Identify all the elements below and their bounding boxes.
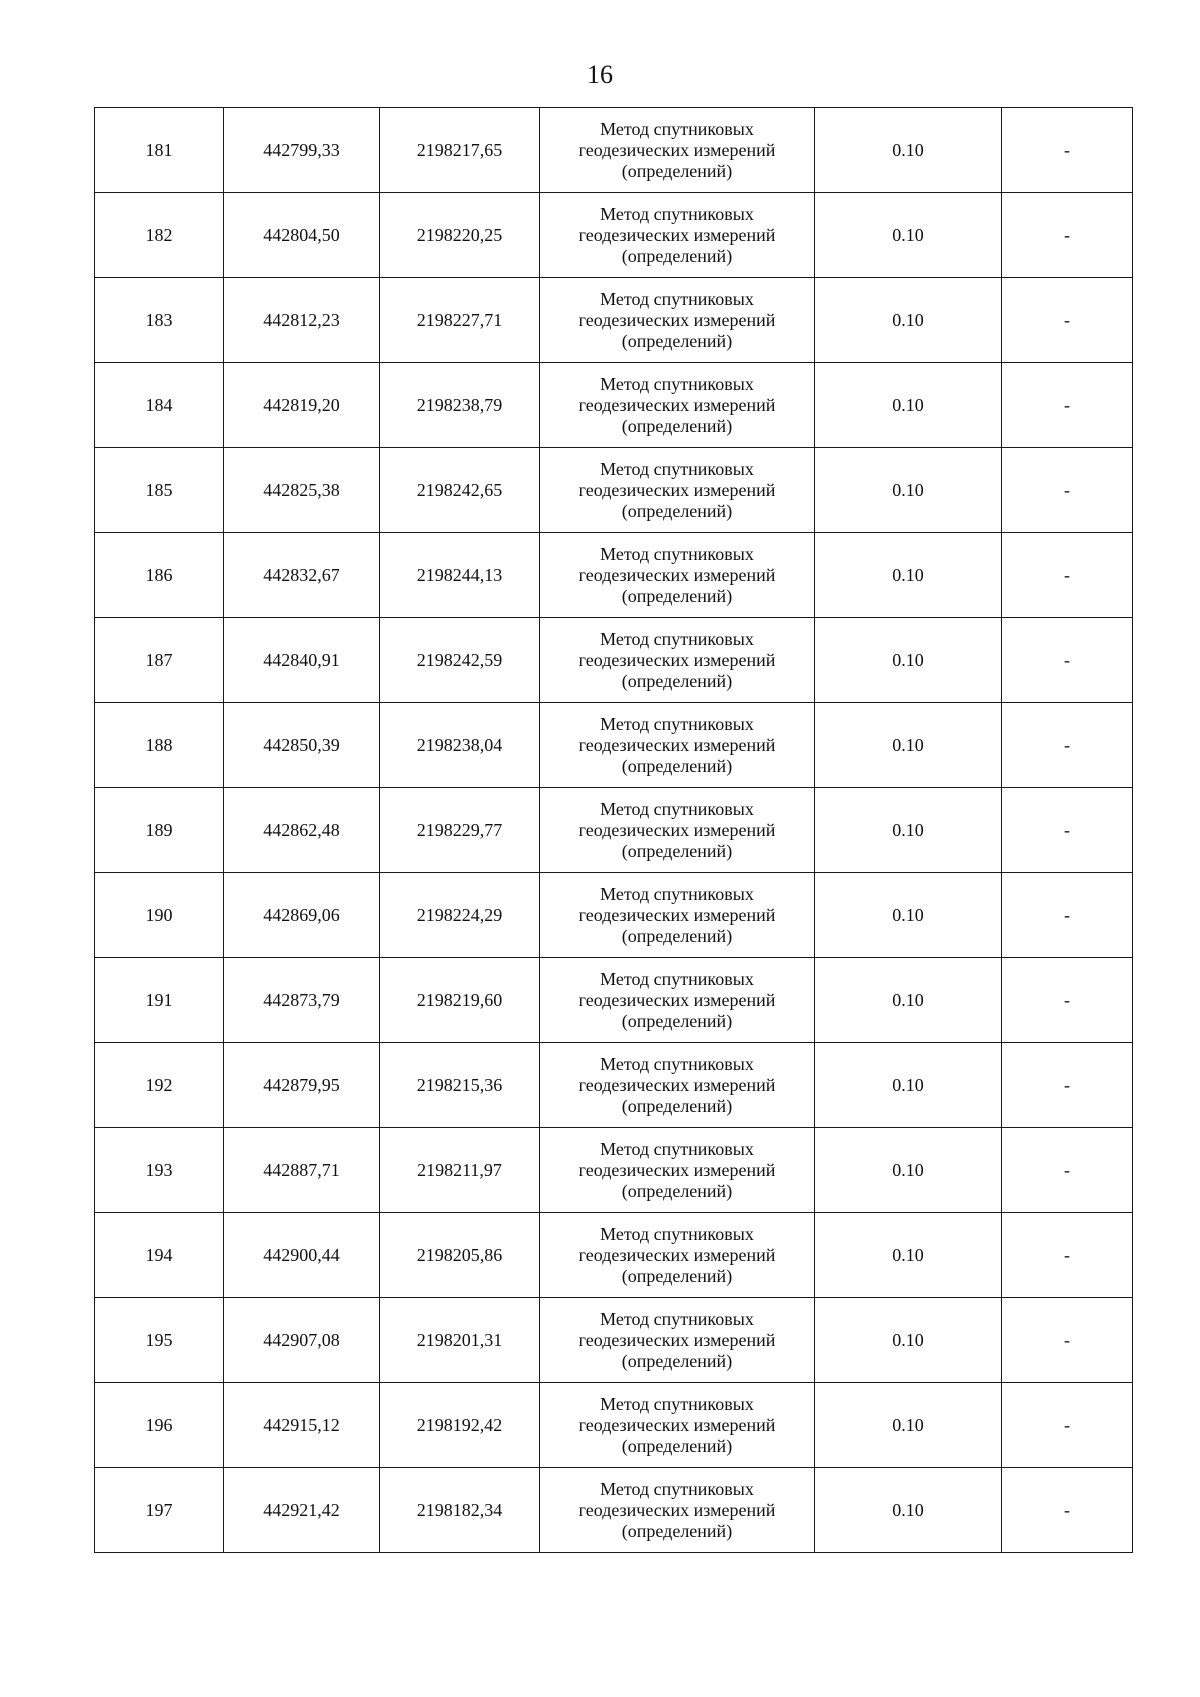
method-text-line: Метод спутниковых [600,118,754,139]
method-text-line: Метод спутниковых [600,883,754,904]
point-number-cell: 190 [95,873,224,958]
coordinates-table-body [95,108,1133,1553]
method-text-line: Метод спутниковых [600,1138,754,1159]
x-coordinate-cell: 442869,06 [224,873,380,958]
method-text-line: Метод спутниковых [600,288,754,309]
x-coordinate-cell: 442900,44 [224,1213,380,1298]
y-coordinate-cell: 2198242,59 [380,618,540,703]
x-coordinate-cell: 442887,71 [224,1128,380,1213]
note-cell: - [1002,958,1133,1043]
x-coordinate-cell: 442862,48 [224,788,380,873]
table-row [95,448,1133,533]
point-number-cell: 184 [95,363,224,448]
method-text-line: (определений) [621,1010,733,1031]
method-text-line: геодезических измерений [578,1329,776,1350]
method-text-line: геодезических измерений [578,1414,776,1435]
method-text-line: Метод спутниковых [600,713,754,734]
method-text-line: Метод спутниковых [600,798,754,819]
table-row [95,363,1133,448]
method-text-line: Метод спутниковых [600,1053,754,1074]
method-cell [540,788,815,873]
y-coordinate-cell: 2198217,65 [380,108,540,193]
accuracy-cell: 0.10 [815,1128,1002,1213]
y-coordinate-cell: 2198215,36 [380,1043,540,1128]
table-row [95,1298,1133,1383]
point-number-cell: 185 [95,448,224,533]
y-coordinate-cell: 2198205,86 [380,1213,540,1298]
table-row [95,1468,1133,1553]
method-text-line: (определений) [621,1435,733,1456]
method-cell [540,278,815,363]
y-coordinate-cell: 2198238,04 [380,703,540,788]
y-coordinate-cell: 2198182,34 [380,1468,540,1553]
table-row [95,1213,1133,1298]
note-cell: - [1002,1128,1133,1213]
method-text-line: Метод спутниковых [600,1478,754,1499]
point-number-cell: 192 [95,1043,224,1128]
y-coordinate-cell: 2198229,77 [380,788,540,873]
accuracy-cell: 0.10 [815,1043,1002,1128]
x-coordinate-cell: 442840,91 [224,618,380,703]
method-text-line: Метод спутниковых [600,1393,754,1414]
accuracy-cell: 0.10 [815,448,1002,533]
method-cell [540,958,815,1043]
table-row [95,958,1133,1043]
accuracy-cell: 0.10 [815,873,1002,958]
accuracy-cell: 0.10 [815,533,1002,618]
method-text-line: (определений) [621,415,733,436]
method-text-line: Метод спутниковых [600,968,754,989]
method-cell [540,533,815,618]
method-text-line: (определений) [621,1520,733,1541]
method-text-line: Метод спутниковых [600,543,754,564]
accuracy-cell: 0.10 [815,958,1002,1043]
method-cell [540,363,815,448]
method-text-line: (определений) [621,160,733,181]
y-coordinate-cell: 2198220,25 [380,193,540,278]
method-text-line: геодезических измерений [578,394,776,415]
accuracy-cell: 0.10 [815,703,1002,788]
note-cell: - [1002,1383,1133,1468]
method-text-line: геодезических измерений [578,989,776,1010]
table-row [95,1043,1133,1128]
x-coordinate-cell: 442799,33 [224,108,380,193]
method-text-line: (определений) [621,585,733,606]
x-coordinate-cell: 442832,67 [224,533,380,618]
page-number: 16 [587,60,613,89]
y-coordinate-cell: 2198244,13 [380,533,540,618]
method-text-line: (определений) [621,840,733,861]
x-coordinate-cell: 442873,79 [224,958,380,1043]
accuracy-cell: 0.10 [815,1468,1002,1553]
method-cell [540,1128,815,1213]
table-row [95,193,1133,278]
y-coordinate-cell: 2198211,97 [380,1128,540,1213]
method-cell [540,193,815,278]
accuracy-cell: 0.10 [815,1298,1002,1383]
table-row [95,788,1133,873]
note-cell: - [1002,1298,1133,1383]
point-number-cell: 195 [95,1298,224,1383]
accuracy-cell: 0.10 [815,278,1002,363]
method-text-line: геодезических измерений [578,479,776,500]
note-cell: - [1002,873,1133,958]
table-row [95,873,1133,958]
method-text-line: геодезических измерений [578,139,776,160]
method-cell [540,1043,815,1128]
method-cell [540,703,815,788]
x-coordinate-cell: 442850,39 [224,703,380,788]
method-text-line: (определений) [621,755,733,776]
x-coordinate-cell: 442907,08 [224,1298,380,1383]
accuracy-cell: 0.10 [815,193,1002,278]
note-cell: - [1002,1213,1133,1298]
method-text-line: геодезических измерений [578,564,776,585]
method-text-line: Метод спутниковых [600,373,754,394]
point-number-cell: 196 [95,1383,224,1468]
table-row [95,618,1133,703]
y-coordinate-cell: 2198242,65 [380,448,540,533]
y-coordinate-cell: 2198219,60 [380,958,540,1043]
point-number-cell: 181 [95,108,224,193]
method-text-line: геодезических измерений [578,649,776,670]
note-cell: - [1002,533,1133,618]
table-row [95,108,1133,193]
accuracy-cell: 0.10 [815,1383,1002,1468]
y-coordinate-cell: 2198238,79 [380,363,540,448]
method-text-line: (определений) [621,1095,733,1116]
method-text-line: геодезических измерений [578,309,776,330]
note-cell: - [1002,448,1133,533]
method-text-line: (определений) [621,670,733,691]
table-row [95,1383,1133,1468]
method-text-line: геодезических измерений [578,1499,776,1520]
accuracy-cell: 0.10 [815,618,1002,703]
method-text-line: геодезических измерений [578,1244,776,1265]
point-number-cell: 194 [95,1213,224,1298]
x-coordinate-cell: 442915,12 [224,1383,380,1468]
x-coordinate-cell: 442825,38 [224,448,380,533]
method-text-line: Метод спутниковых [600,203,754,224]
y-coordinate-cell: 2198201,31 [380,1298,540,1383]
note-cell: - [1002,278,1133,363]
coordinates-table [94,107,1133,1553]
accuracy-cell: 0.10 [815,363,1002,448]
method-text-line: (определений) [621,500,733,521]
method-cell [540,108,815,193]
note-cell: - [1002,1468,1133,1553]
method-text-line: геодезических измерений [578,224,776,245]
method-text-line: (определений) [621,1350,733,1371]
point-number-cell: 187 [95,618,224,703]
note-cell: - [1002,788,1133,873]
table-row [95,703,1133,788]
method-text-line: Метод спутниковых [600,458,754,479]
method-text-line: (определений) [621,330,733,351]
note-cell: - [1002,703,1133,788]
table-row [95,278,1133,363]
x-coordinate-cell: 442804,50 [224,193,380,278]
point-number-cell: 191 [95,958,224,1043]
note-cell: - [1002,363,1133,448]
y-coordinate-cell: 2198224,29 [380,873,540,958]
y-coordinate-cell: 2198192,42 [380,1383,540,1468]
method-cell [540,1468,815,1553]
method-text-line: геодезических измерений [578,904,776,925]
method-text-line: геодезических измерений [578,734,776,755]
accuracy-cell: 0.10 [815,1213,1002,1298]
point-number-cell: 189 [95,788,224,873]
accuracy-cell: 0.10 [815,108,1002,193]
table-row [95,1128,1133,1213]
note-cell: - [1002,1043,1133,1128]
note-cell: - [1002,618,1133,703]
accuracy-cell: 0.10 [815,788,1002,873]
method-text-line: (определений) [621,1265,733,1286]
point-number-cell: 188 [95,703,224,788]
method-cell [540,1213,815,1298]
x-coordinate-cell: 442819,20 [224,363,380,448]
point-number-cell: 186 [95,533,224,618]
method-cell [540,618,815,703]
method-cell [540,448,815,533]
note-cell: - [1002,108,1133,193]
method-text-line: (определений) [621,925,733,946]
x-coordinate-cell: 442879,95 [224,1043,380,1128]
method-text-line: геодезических измерений [578,1074,776,1095]
point-number-cell: 197 [95,1468,224,1553]
method-text-line: геодезических измерений [578,819,776,840]
method-text-line: (определений) [621,1180,733,1201]
point-number-cell: 182 [95,193,224,278]
y-coordinate-cell: 2198227,71 [380,278,540,363]
method-text-line: Метод спутниковых [600,1308,754,1329]
note-cell: - [1002,193,1133,278]
point-number-cell: 193 [95,1128,224,1213]
x-coordinate-cell: 442812,23 [224,278,380,363]
method-text-line: (определений) [621,245,733,266]
method-text-line: геодезических измерений [578,1159,776,1180]
point-number-cell: 183 [95,278,224,363]
x-coordinate-cell: 442921,42 [224,1468,380,1553]
method-cell [540,873,815,958]
table-row [95,533,1133,618]
method-cell [540,1383,815,1468]
method-cell [540,1298,815,1383]
method-text-line: Метод спутниковых [600,628,754,649]
method-text-line: Метод спутниковых [600,1223,754,1244]
